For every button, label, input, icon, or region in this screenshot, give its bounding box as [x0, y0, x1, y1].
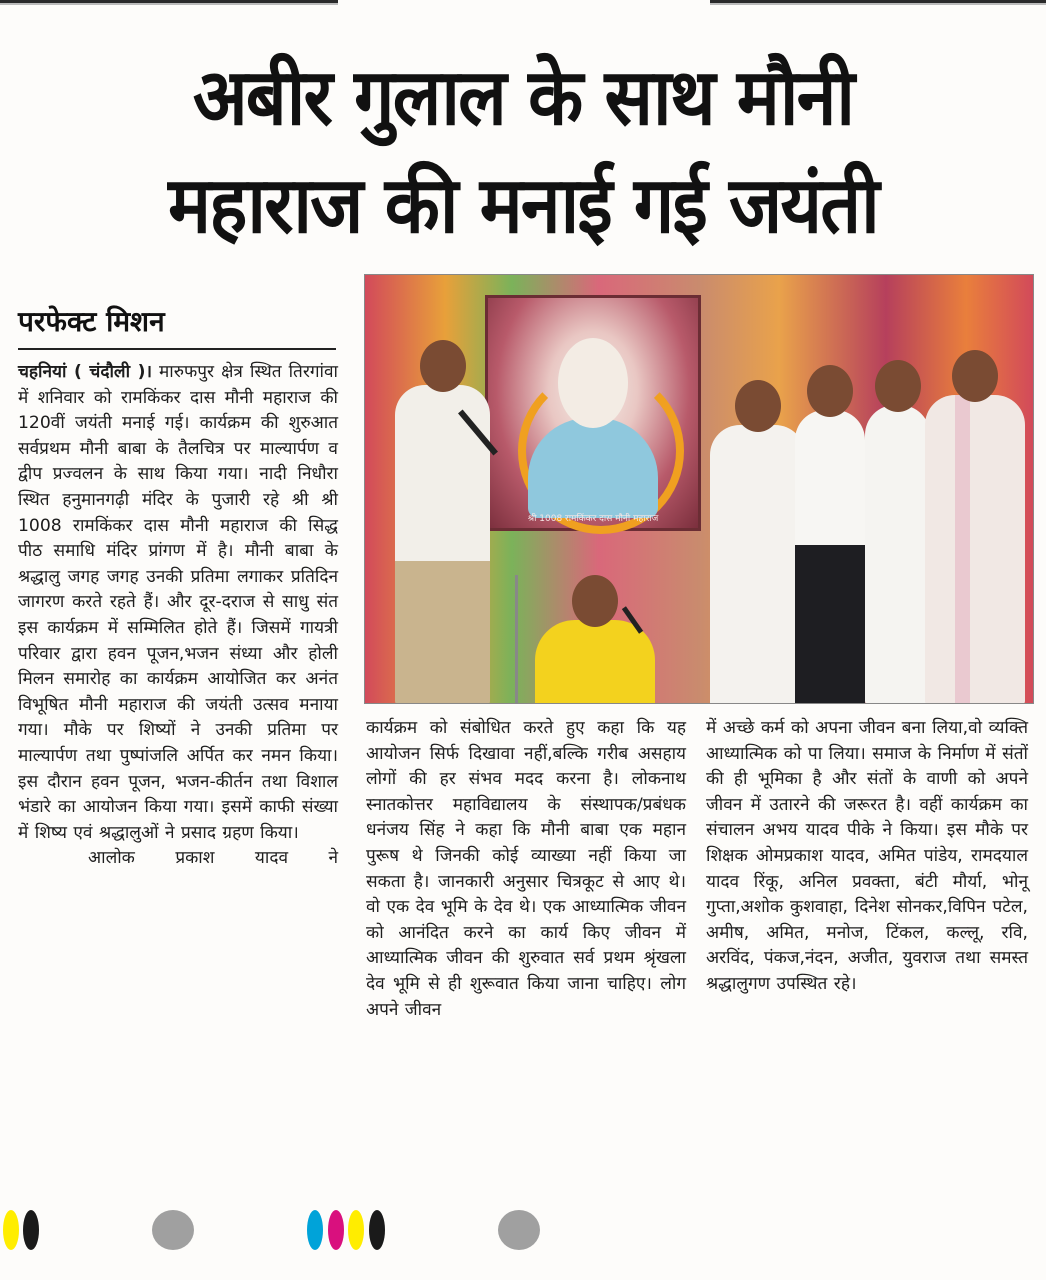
dateline: चहनियां ( चंदौली )।	[18, 362, 152, 382]
news-photo	[364, 274, 1034, 704]
portrait-face	[558, 338, 628, 428]
person-young-2	[865, 405, 930, 704]
headline-line-2: महाराज की मनाई गई जयंती	[168, 161, 878, 251]
grey-reg-dot	[152, 1210, 194, 1250]
person-singer	[535, 620, 655, 704]
portrait-robe	[528, 418, 658, 518]
headline-line-1: अबीर गुलाल के साथ मौनी	[192, 53, 854, 143]
black-reg-dot	[369, 1210, 385, 1250]
top-border-right	[710, 0, 1046, 3]
grey-reg-dot	[498, 1210, 540, 1250]
article-column-3	[706, 716, 1028, 998]
top-border-left	[0, 0, 338, 3]
person-elder-2	[925, 395, 1025, 704]
column-1-body: मारुफपुर क्षेत्र स्थित तिरगांवा में शनिवार को रामकिंकर दास मौनी महाराज की 120वीं जयंती मनाई गई। कार्यक्रम की शुरुआत सर्वप्रथम मौनी बाबा के तैलचित्र पर माल्यार्पण व द्वीप प्रज्वलन के साथ किया गया। नादी निधौरा स्थित हनुमानगढ़ी मंदिर के पुजारी रहे श्री श्री 1008 रामकिंकर दास मौनी महाराज की सिद्ध पीठ समाधि मंदिर प्रांगण में है। मौनी बाबा के श्रद्धालु जगह जगह उनकी प्रतिमा लगाकर प्रतिदिन जागरण करते रहते हैं। और दूर-दराज से साधु संत इस कार्यक्रम में सम्मिलित होते हैं। जिसमें गायत्री परिवार द्वारा हवन पूजन,भजन संध्या और होली मिलन समारोह का कार्यक्रम आयोजित कर अनंत विभूषित मौनी महाराज की जयंती उत्सव मनाया गया। मौके पर शिष्यों ने उनकी प्रतिमा पर माल्यार्पण तथा पुष्पांजलि अर्पित कर नमन किया। इस दौरान हवन पूजन, भजन-कीर्तन तथा विशाल भंडारे का आयोजन किया गया। इसमें काफी संख्या में शिष्य एवं श्रद्धालुओं ने प्रसाद ग्रहण किया।	[18, 362, 338, 843]
black-reg-dot	[23, 1210, 39, 1250]
article-column-2	[366, 716, 686, 1023]
cyan-reg-dot	[307, 1210, 323, 1250]
mic-stand	[515, 575, 518, 704]
column-3-body: में अच्छे कर्म को अपना जीवन बना लिया,वो व्यक्ति आध्यात्मिक को पा लिया। समाज के निर्माण में संतों की ही भूमिका है और संतों के वाणी को अपने जीवन में उतारने की जरूरत है। वहीं कार्यक्रम का संचालन अभय यादव पीके ने किया। इस मौके पर शिक्षक ओमप्रकाश यादव, अमित पांडेय, रामदयाल यादव रिंकू, अनिल प्रवक्ता, बंटी मौर्या, भोनू गुप्ता,अशोक कुशवाहा, दिनेश सोनकर,विपिन पटेल, अमीष, अमित, मनोज, टिंकल, कल्लू, रवि, अरविंद, पंकज,नंदन, अजीत, युवराज तथा समस्त श्रद्धालुगण उपस्थित रहे।	[706, 718, 1028, 994]
portrait-painting	[485, 295, 701, 531]
person-young-1	[795, 410, 865, 704]
portrait-caption: श्री 1008 रामकिंकर दास मौनी महाराज	[527, 514, 659, 524]
column-2-body: कार्यक्रम को संबोधित करते हुए कहा कि यह आयोजन सिर्फ दिखावा नहीं,बल्कि गरीब असहाय लोगों की हर संभव मदद करना है। लोकनाथ स्नातकोत्तर महाविद्यालय के संस्थापक/प्रबंधक धनंजय सिंह ने कहा कि मौनी बाबा एक महान पुरूष थे जिनकी कोई व्याख्या नहीं किया जा सकता है। जानकारी अनुसार चित्रकूट से आए थे। वो एक देव भूमि के देव थे। एक आध्यात्मिक जीवन को आनंदित करने का कार्य किए जीवन में आध्यात्मिक जीवन की शुरुवात सर्व प्रथम श्रृंखला देव भूमि से ही शुरूवात किया जाना चाहिए। लोग अपने जीवन	[366, 718, 686, 1020]
headline	[51, 44, 995, 260]
yellow-reg-dot	[348, 1210, 364, 1250]
column-1-tail: आलोक प्रकाश यादव ने	[88, 848, 338, 869]
article-column-1	[18, 360, 338, 872]
yellow-reg-dot	[3, 1210, 19, 1250]
magenta-reg-dot	[328, 1210, 344, 1250]
byline: परफेक्ट मिशन	[18, 302, 336, 350]
print-registration-marks	[0, 1210, 1046, 1250]
person-elder	[710, 425, 805, 704]
